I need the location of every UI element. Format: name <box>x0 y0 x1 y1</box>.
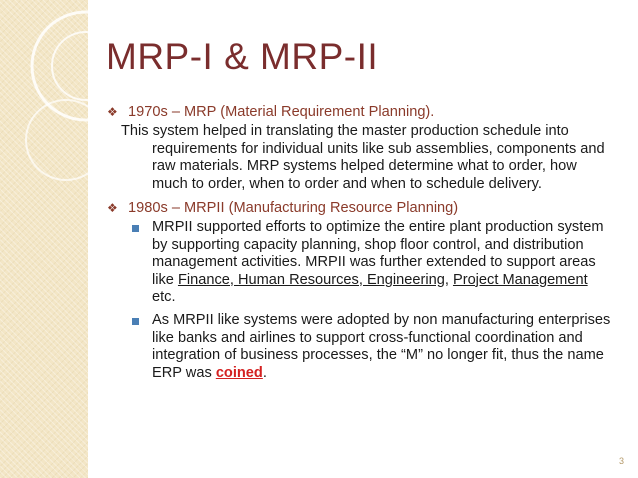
comma-text: , <box>444 271 449 288</box>
square-bullet-icon <box>132 225 139 232</box>
bullet-text: 1970s – MRP (Material Requirement Planning). <box>128 104 435 120</box>
sub-bullet-mrpii-support <box>105 219 615 306</box>
underlined-areas-text: Finance, Human Resources, Engineering <box>177 271 445 288</box>
bullet-item-1970s <box>105 104 615 121</box>
mrp-description: This system helped in translating the master production schedule into requirements for individual units like sub assemblies, components and raw materials. MRP systems helped determine what to order, how much to order, when to order and when to schedule delivery. <box>121 123 605 192</box>
sub-bullet-text-before: MRPII supported efforts to optimize the entire plant production system by supporting capacity planning, shop floor control, and distribution management activities. MRPII was further extended to support areas like <box>152 219 604 288</box>
coined-highlight: coined <box>215 364 263 381</box>
diamond-star-icon: ❖ <box>107 105 118 119</box>
diamond-star-icon: ❖ <box>107 201 118 216</box>
slide-title: MRP-I & MRP-II <box>106 36 379 77</box>
sub-bullet-text-after: etc. <box>152 289 176 306</box>
slide-content <box>105 104 615 388</box>
square-bullet-icon <box>132 318 139 325</box>
bullet-text: 1980s – MRPII (Manufacturing Resource Planning) <box>128 200 459 217</box>
underlined-project-management: Project Management <box>452 271 588 288</box>
sub-bullet-text-before: As MRPII like systems were adopted by non manufacturing enterprises like banks and airlines to support cross-functional coordination and integration of business processes, the “M” no longer fit, thus the name ERP was <box>152 312 611 381</box>
bullet-item-1980s <box>105 200 615 217</box>
sub-bullet-erp-origin <box>105 312 615 382</box>
page-number: 3 <box>618 456 624 466</box>
sub-bullet-text-after: . <box>262 364 267 381</box>
